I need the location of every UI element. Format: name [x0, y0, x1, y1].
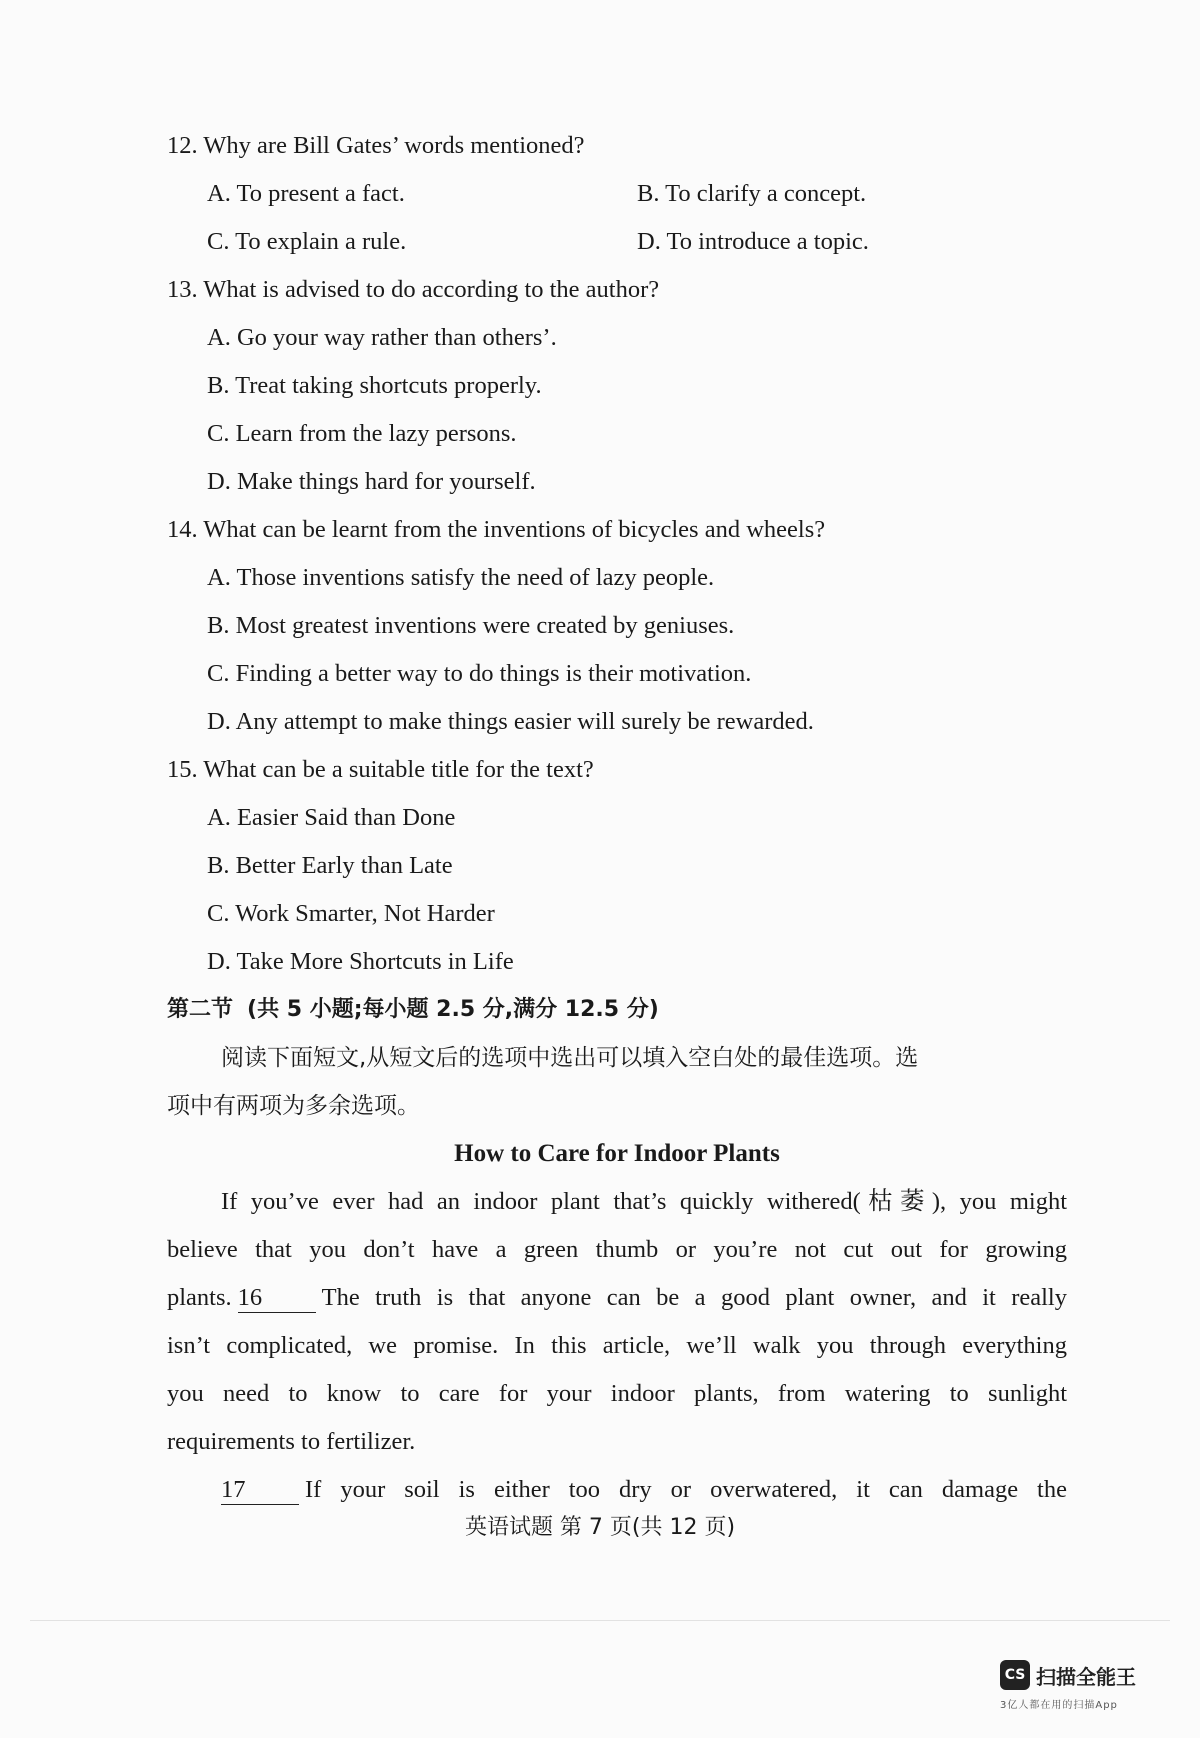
option: D. Make things hard for yourself. [207, 468, 536, 495]
page-content [167, 122, 1067, 1514]
section-instruction: 阅读下面短文,从短文后的选项中选出可以填入空白处的最佳选项。选 [221, 1045, 919, 1071]
page-footer: 英语试题 第 7 页(共 12 页) [464, 1515, 736, 1540]
section-detail: (共 5 小题;每小题 2.5 分,满分 12.5 分) [247, 997, 659, 1022]
passage-line: requirements to fertilizer. [167, 1428, 416, 1455]
passage-line [167, 1274, 1067, 1322]
option: D. Take More Shortcuts in Life [207, 948, 514, 975]
passage-line: If you’ve ever had an indoor plant that’s quickly withered(枯萎), you might [221, 1188, 1067, 1215]
option: B. To clarify a concept. [637, 180, 867, 207]
option: A. Those inventions satisfy the need of lazy people. [207, 564, 715, 591]
question-stem: 15. What can be a suitable title for the text? [167, 756, 594, 783]
option: B. Most greatest inventions were created by geniuses. [207, 612, 735, 639]
option: C. To explain a rule. [207, 228, 407, 255]
option-row [167, 170, 1067, 218]
option: D. To introduce a topic. [637, 228, 869, 255]
option: A. Easier Said than Done [207, 804, 456, 831]
passage-text: plants. [167, 1284, 232, 1311]
option: D. Any attempt to make things easier will surely be rewarded. [207, 708, 814, 735]
section-instruction: 项中有两项为多余选项。 [167, 1093, 420, 1119]
passage-text: If your soil is either too dry or overwatered, it can damage the [305, 1476, 1067, 1503]
option: A. To present a fact. [207, 180, 405, 207]
section-title: 第二节 [167, 997, 234, 1022]
brand-name: 扫描全能王 [1036, 1664, 1136, 1689]
option: C. Work Smarter, Not Harder [207, 900, 495, 927]
passage-line [167, 1466, 1067, 1514]
passage-line: isn’t complicated, we promise. In this article, we’ll walk you through everything [167, 1332, 1067, 1359]
option-row [167, 218, 1067, 266]
section-heading [167, 986, 1067, 1034]
question-stem: 14. What can be learnt from the inventions of bicycles and wheels? [167, 516, 826, 543]
scan-divider [30, 1620, 1170, 1621]
camscanner-logo-icon: CS [1000, 1660, 1030, 1690]
question-stem: 12. Why are Bill Gates’ words mentioned? [167, 132, 585, 159]
scanner-watermark [1000, 1660, 1170, 1716]
passage-line: believe that you don’t have a green thumb or you’re not cut out for growing [167, 1236, 1067, 1263]
question-stem: 13. What is advised to do according to the author? [167, 276, 660, 303]
passage-line: you need to know to care for your indoor plants, from watering to sunlight [167, 1380, 1067, 1407]
option: C. Learn from the lazy persons. [207, 420, 517, 447]
option: A. Go your way rather than others’. [207, 324, 557, 351]
passage-title: How to Care for Indoor Plants [454, 1140, 780, 1167]
passage-text: The truth is that anyone can be a good plant owner, and it really [321, 1284, 1067, 1311]
brand-tagline: 3亿人都在用的扫描App [1000, 1700, 1118, 1711]
blank-17: 17 [221, 1476, 299, 1505]
option: B. Better Early than Late [207, 852, 453, 879]
blank-16: 16 [238, 1284, 316, 1313]
option: B. Treat taking shortcuts properly. [207, 372, 542, 399]
option: C. Finding a better way to do things is their motivation. [207, 660, 752, 687]
